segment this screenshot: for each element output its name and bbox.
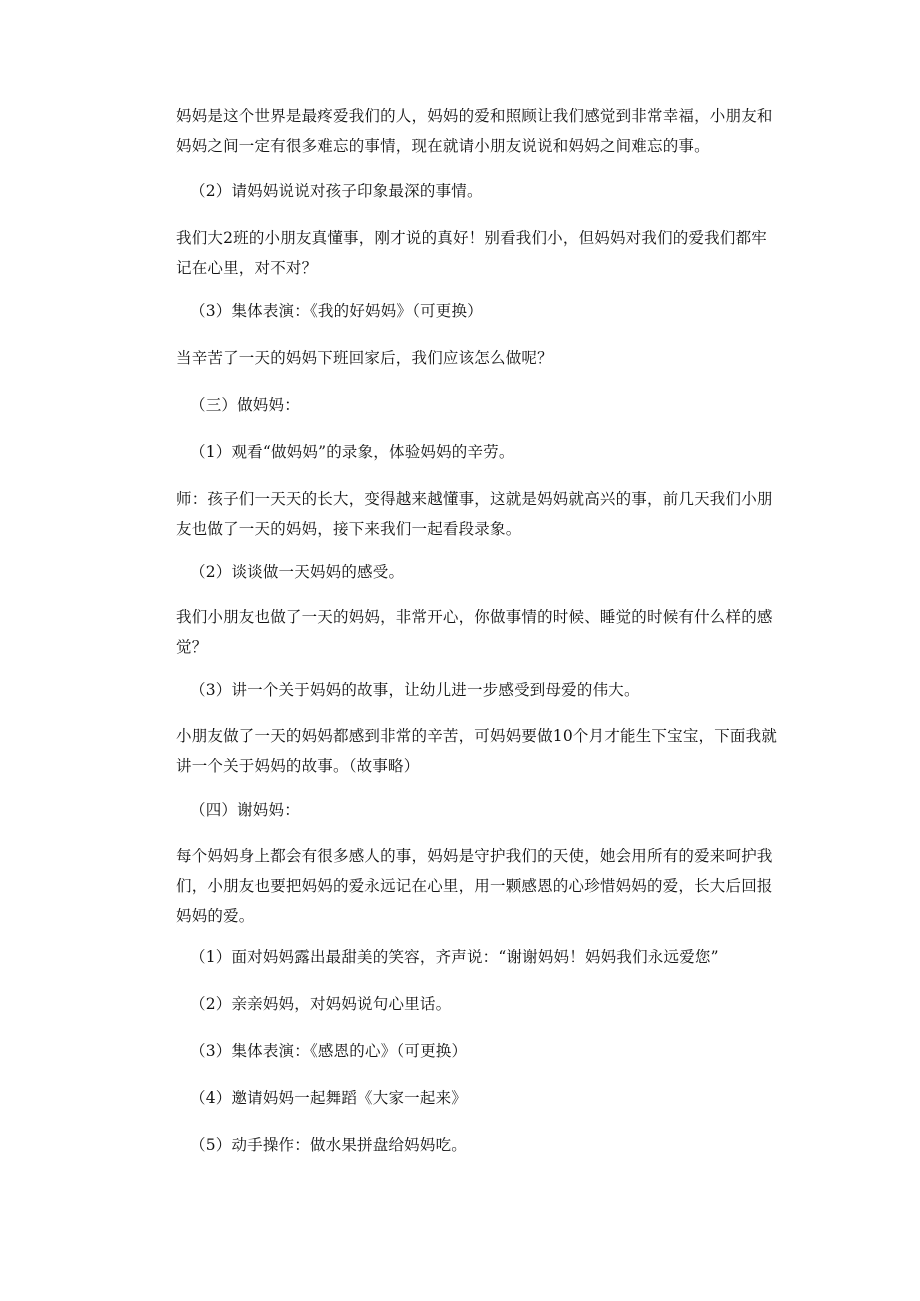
paragraph-1: 妈妈是这个世界是最疼爱我们的人，妈妈的爱和照顾让我们感觉到非常幸福，小朋友和妈妈之间一定有很多难忘的事情，现在就请小朋友说说和妈妈之间难忘的事。 [176,107,773,155]
paragraph-19: （5）动手操作：做水果拼盘给妈妈吃。 [190,1136,467,1154]
paragraph-3: 我们大2班的小朋友真懂事，刚才说的真好！别看我们小，但妈妈对我们的爱我们都牢记在心里，对不对？ [176,229,767,277]
paragraph-11: （3）讲一个关于妈妈的故事，让幼儿进一步感受到母爱的伟大。 [190,681,640,699]
paragraph-15: （1）面对妈妈露出最甜美的笑容，齐声说：“谢谢妈妈！妈妈我们永远爱您” [190,948,719,966]
paragraph-8: 师：孩子们一天天的长大，变得越来越懂事，这就是妈妈就高兴的事，前几天我们小朋友也做了一天的妈妈，接下来我们一起看段录象。 [176,490,773,538]
paragraph-12: 小朋友做了一天的妈妈都感到非常的辛苦，可妈妈要做10个月才能生下宝宝，下面我就讲一个关于妈妈的故事。（故事略） [176,727,778,775]
paragraph-18: （4）邀请妈妈一起舞蹈《大家一起来》 [190,1089,467,1107]
paragraph-9: （2）谈谈做一天妈妈的感受。 [190,563,405,581]
paragraph-16: （2）亲亲妈妈，对妈妈说句心里话。 [190,995,452,1013]
paragraph-10: 我们小朋友也做了一天的妈妈，非常开心，你做事情的时候、睡觉的时候有什么样的感觉？ [176,608,773,656]
paragraph-17: （3）集体表演：《感恩的心》（可更换） [190,1042,468,1060]
paragraph-13: （四）谢妈妈： [190,801,300,819]
paragraph-6: （三）做妈妈： [190,396,300,414]
paragraph-7: （1）观看“做妈妈”的录象，体验妈妈的辛劳。 [190,443,515,461]
paragraph-5: 当辛苦了一天的妈妈下班回家后，我们应该怎么做呢？ [176,349,553,367]
paragraph-14: 每个妈妈身上都会有很多感人的事，妈妈是守护我们的天使，她会用所有的爱来呵护我们，小朋友也要把妈妈的爱永远记在心里，用一颗感恩的心珍惜妈妈的爱，长大后回报妈妈的爱。 [176,847,773,925]
paragraph-4: （3）集体表演：《我的好妈妈》（可更换） [190,302,483,320]
paragraph-2: （2）请妈妈说说对孩子印象最深的事情。 [190,182,483,200]
